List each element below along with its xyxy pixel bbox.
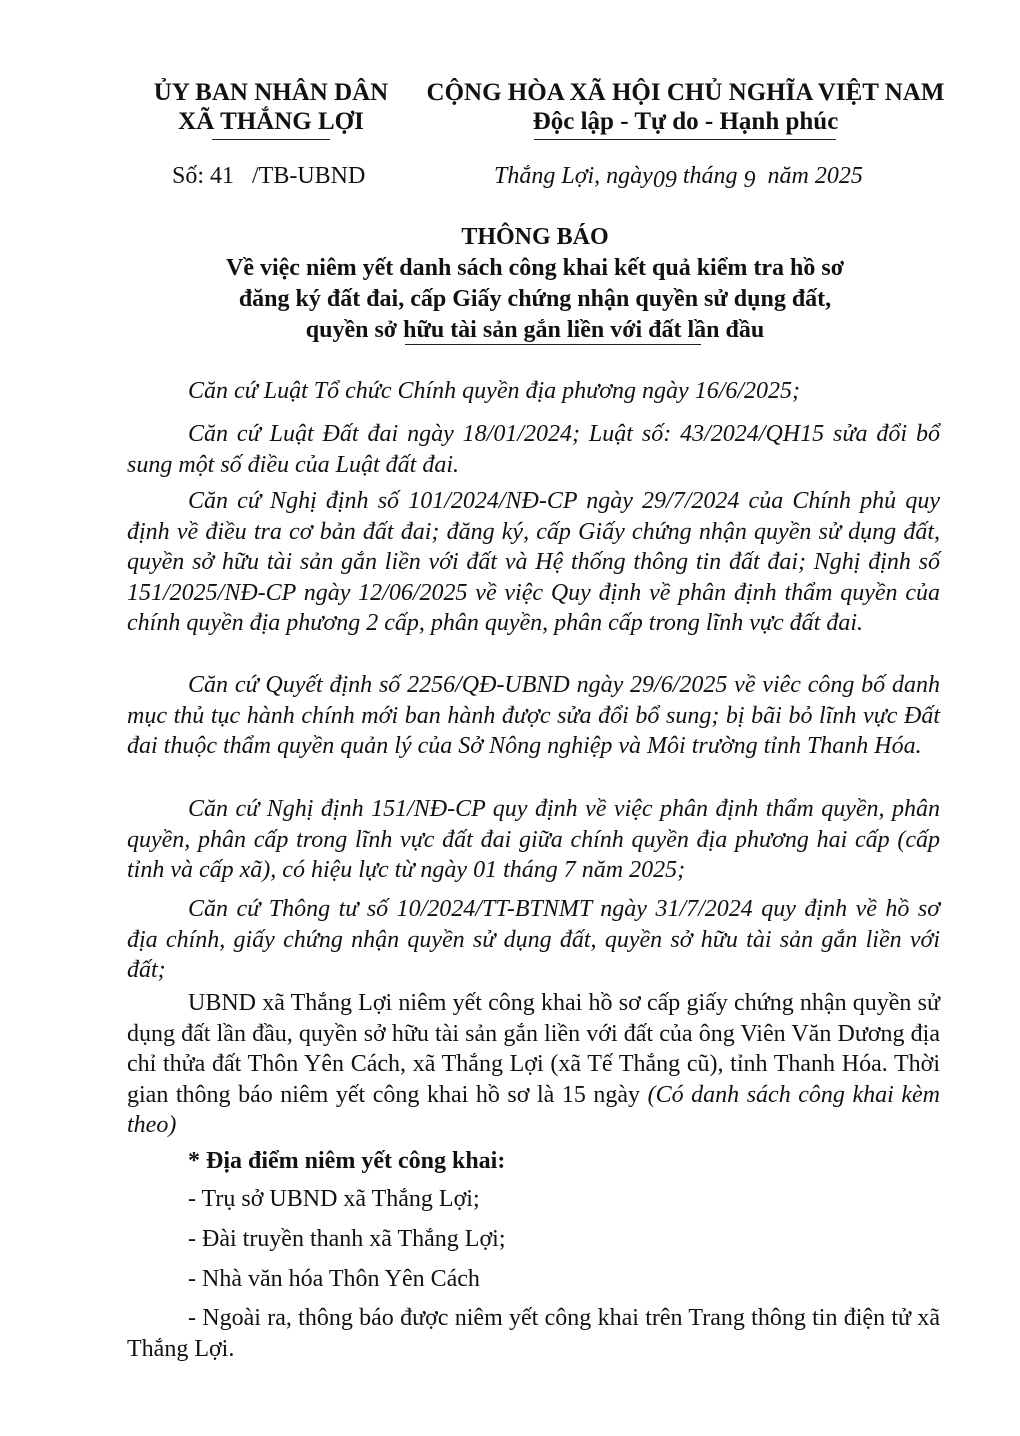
national-motto: Độc lập - Tự do - Hạnh phúc [532,108,839,135]
basis-decision-2256: Căn cứ Quyết định số 2256/QĐ-UBND ngày 29/6/2025 về viêc công bố danh mục thủ tục hành chính mới ban hành được sửa đổi bổ sung; bị bãi bỏ lĩnh vực Đất đai thuộc thẩm quyền quản lý của Sở Nông nghiệp và Môi trường tỉnh Thanh Hóa. [127,672,940,759]
national-title: CỘNG HÒA XÃ HỘI CHỦ NGHĨA VIỆT NAM [426,79,945,106]
document-subject-line2: đăng ký đất đai, cấp Giấy chứng nhận quyền sử dụng đất, [238,286,832,312]
notice-body [127,988,940,1141]
basis-land-law: Căn cứ Luật Đất đai ngày 18/01/2024; Luật số: 43/2024/QH15 sửa đổi bổ sung một số điều của Luật đất đai. [127,421,940,478]
document-number: Số: 41 /TB-UBND [172,163,366,189]
issuer-underline [212,139,330,140]
notice-body-note: (Có danh sách công khai kèm theo) [127,1081,940,1138]
basis-decree-101: Căn cứ Nghị định số 101/2024/NĐ-CP ngày 29/7/2024 của Chính phủ quy định về điều tra cơ bản đất đai; đăng ký, cấp Giấy chứng nhận quyền sử dụng đất, quyền sở hữu tài sản gắn liền với đất và Hệ thống thông tin đất đai; Nghị định số 151/2025/NĐ-CP ngày 12/06/2025 về việc Quy định về phân định thẩm quyền của chính quyền địa phương 2 cấp, phân quyền, phân cấp trong lĩnh vực đất đai. [127,488,940,636]
basis-circular-10: Căn cứ Thông tư số 10/2024/TT-BTNMT ngày 31/7/2024 quy định về hồ sơ địa chính, giấy chứng nhận quyền sử dụng đất, quyền sở hữu tài sản gắn liền với đất; [127,896,940,983]
subject-underline [405,344,701,345]
location-item: - Nhà văn hóa Thôn Yên Cách [188,1266,480,1292]
date-year: năm 2025 [755,163,863,189]
basis-decree-151: Căn cứ Nghị định 151/NĐ-CP quy định về việc phân định thẩm quyền, phân quyền, phân cấp trong lĩnh vực đất đai giữa chính quyền địa phương hai cấp (cấp tỉnh và cấp xã), có hiệu lực từ ngày 01 tháng 7 năm 2025; [127,796,940,883]
location-item: - Đài truyền thanh xã Thắng Lợi; [188,1226,506,1252]
issuer-commune: XÃ THẮNG LỢI [178,108,364,135]
date-month-word: tháng [676,163,744,189]
motto-underline [534,139,836,140]
issuer-name: ỦY BAN NHÂN DÂN [153,79,389,106]
document-title: THÔNG BÁO [461,224,609,250]
document-subject-line3: quyền sở hữu tài sản gắn liền với đất lần đầu [305,317,765,343]
date-place: Thắng Lợi, ngày [494,163,653,189]
location-item: - Trụ sở UBND xã Thắng Lợi; [188,1186,480,1212]
issue-date [494,163,863,193]
date-day: 09 [652,167,677,193]
location-heading: * Địa điểm niêm yết công khai: [188,1148,506,1174]
document-subject-line1: Về việc niêm yết danh sách công khai kết quả kiểm tra hồ sơ [226,255,844,281]
date-month: 9 [743,167,756,193]
notice-body-text: UBND xã Thắng Lợi niêm yết công khai hồ sơ cấp giấy chứng nhận quyền sử dụng đất lần đầu, quyền sở hữu tài sản gắn liền với đất của ông Viên Văn Dương địa chỉ thửa đất Thôn Yên Cách, xã Thắng Lợi (xã Tế Thắng cũ), tỉnh Thanh Hóa. Thời gian thông báo niêm yết công khai hồ sơ là 15 ngày [127,990,940,1108]
website-posting-note: - Ngoài ra, thông báo được niêm yết công khai trên Trang thông tin điện tử xã Thắng Lợi. [127,1305,940,1362]
basis-local-govt-law: Căn cứ Luật Tổ chức Chính quyền địa phương ngày 16/6/2025; [188,378,801,404]
